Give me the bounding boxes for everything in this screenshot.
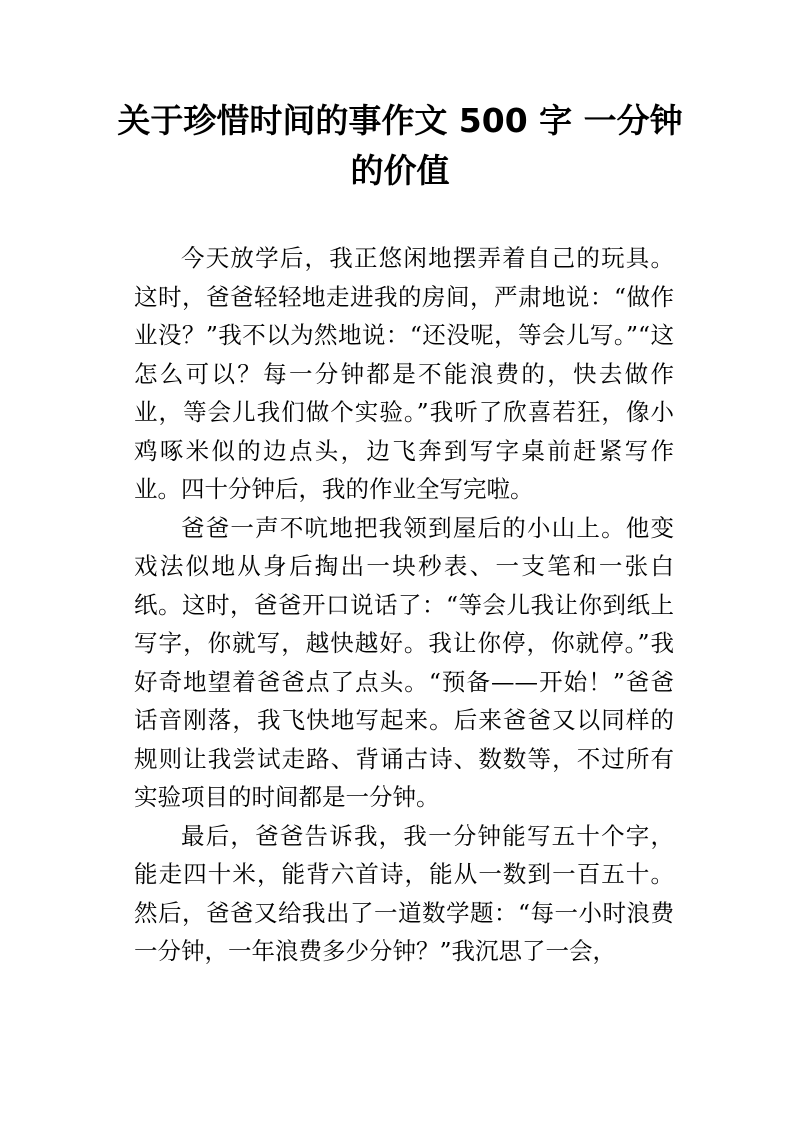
title-line-2: 的价值 bbox=[350, 151, 450, 190]
essay-body bbox=[134, 239, 674, 971]
title-line-1: 关于珍惜时间的事作文 500 字 一分钟 bbox=[117, 101, 683, 140]
document-title bbox=[100, 96, 700, 196]
paragraph-2: 爸爸一声不吭地把我领到屋后的小山上。他变戏法似地从身后掏出一块秒表、一支笔和一张白纸。这时，爸爸开口说话了：“等会儿我让你到纸上写字，你就写，越快越好。我让你停，你就停。”我好奇地望着爸爸点了点头。“预备——开始！”爸爸话音刚落，我飞快地写起来。后来爸爸又以同样的规则让我尝试走路、背诵古诗、数数等，不过所有实验项目的时间都是一分钟。 bbox=[134, 513, 674, 811]
paragraph-3: 最后，爸爸告诉我，我一分钟能写五十个字，能走四十米，能背六首诗，能从一数到一百五十。然后，爸爸又给我出了一道数学题：“每一小时浪费一分钟，一年浪费多少分钟？”我沉思了一会， bbox=[134, 821, 674, 965]
paragraph-1: 今天放学后，我正悠闲地摆弄着自己的玩具。这时，爸爸轻轻地走进我的房间，严肃地说：“做作业没？”我不以为然地说：“还没呢，等会儿写。”“这怎么可以？每一分钟都是不能浪费的，快去做作业，等会儿我们做个实验。”我听了欣喜若狂，像小鸡啄米似的边点头，边飞奔到写字桌前赶紧写作业。四十分钟后，我的作业全写完啦。 bbox=[134, 244, 674, 503]
